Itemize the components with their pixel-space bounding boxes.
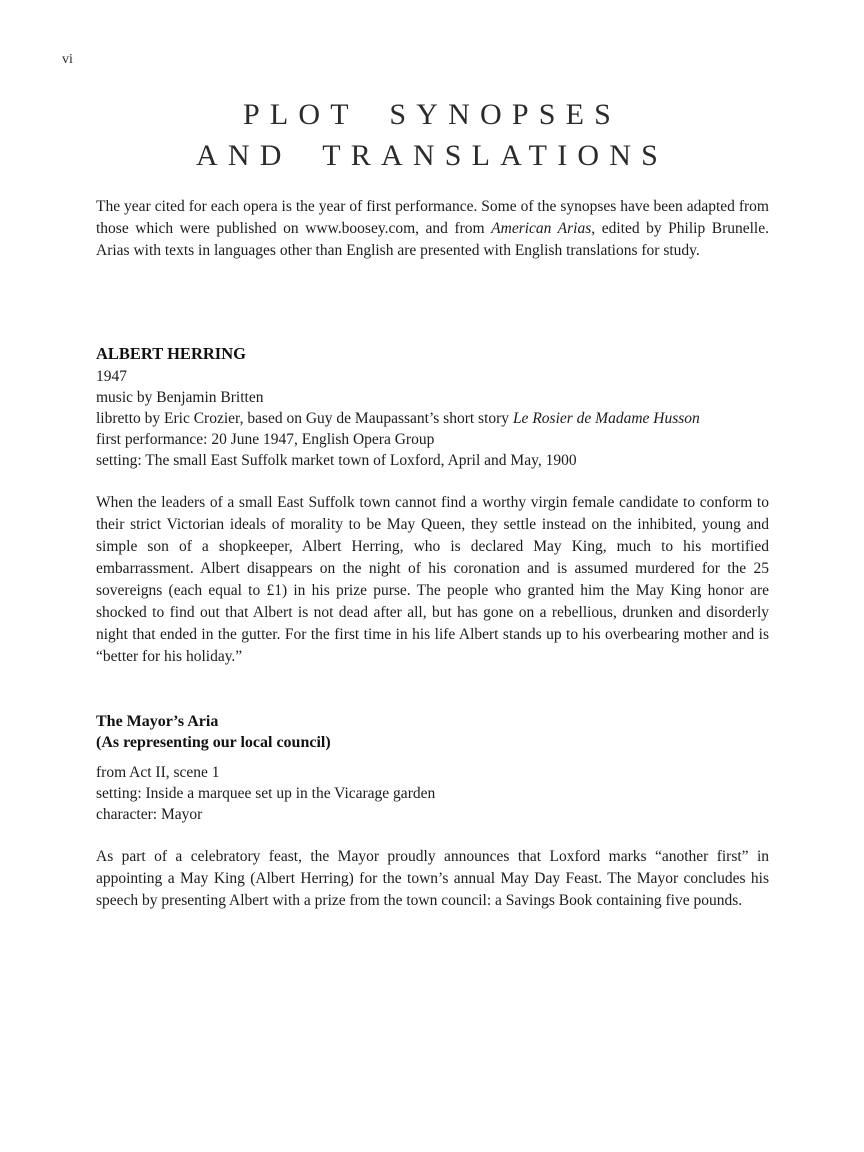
opera-music-credit: music by Benjamin Britten	[96, 389, 264, 407]
aria-subtitle: (As representing our local council)	[96, 734, 331, 752]
page-title-line-1: PLOT SYNOPSES	[242, 98, 622, 131]
opera-section	[96, 344, 769, 668]
aria-details	[96, 762, 769, 825]
opera-heading: ALBERT HERRING	[96, 344, 246, 363]
opera-libretto-credit	[96, 408, 769, 429]
page-content	[96, 196, 769, 912]
aria-description: As part of a celebratory feast, the Mayor proudly announces that Loxford marks “another first” in appointing a May King (Albert Herring) for the town’s annual May Day Feast. The Mayor concludes his speech by presenting Albert with a prize from the town council: a Savings Book containing five pounds.	[96, 848, 769, 910]
aria-section	[96, 712, 769, 912]
opera-synopsis: When the leaders of a small East Suffolk town cannot find a worthy virgin female candidate to conform to their strict Victorian ideals of morality to be May Queen, they settle instead on the inhibited, young and simple son of a shopkeeper, Albert Herring, who is declared May King, much to his mortified embarrassment. Albert disappears on the night of his coronation and is assumed murdered for the 25 sovereigns (each equal to £1) in his prize purse. The people who granted him the May King honor are shocked to find out that Albert is not dead after all, but has gone on a rebellious, drunken and disorderly night that ended in the gutter. For the first time in his life Albert stands up to his overbearing mother and is “better for his holiday.”	[96, 494, 769, 666]
intro-italic-title: American Arias	[491, 220, 592, 237]
page-number: vi	[62, 52, 73, 67]
opera-setting: setting: The small East Suffolk market town of Loxford, April and May, 1900	[96, 452, 577, 470]
page-title	[0, 94, 864, 177]
opera-year: 1947	[96, 368, 127, 385]
intro-text-2: , edited by Philip Brunelle. Arias with texts in languages other than English are presented with English translations for study.	[96, 220, 769, 259]
libretto-italic-title: Le Rosier de Madame Husson	[512, 410, 700, 428]
aria-setting: setting: Inside a marquee set up in the Vicarage garden	[96, 785, 436, 803]
page-title-line-2: AND TRANSLATIONS	[196, 139, 668, 173]
aria-title: The Mayor’s Aria	[96, 713, 219, 731]
intro-text-1: The year cited for each opera is the year of first performance. Some of the synopses have been adapted from those which were published on www.boosey.com, and from	[96, 198, 769, 237]
intro-paragraph	[96, 196, 769, 262]
aria-character: character: Mayor	[96, 806, 203, 824]
aria-act-scene: from Act II, scene 1	[96, 763, 220, 781]
opera-first-performance: first performance: 20 June 1947, English Opera Group	[96, 431, 435, 449]
libretto-text: libretto by Eric Crozier, based on Guy de Maupassant’s short story	[96, 410, 513, 428]
